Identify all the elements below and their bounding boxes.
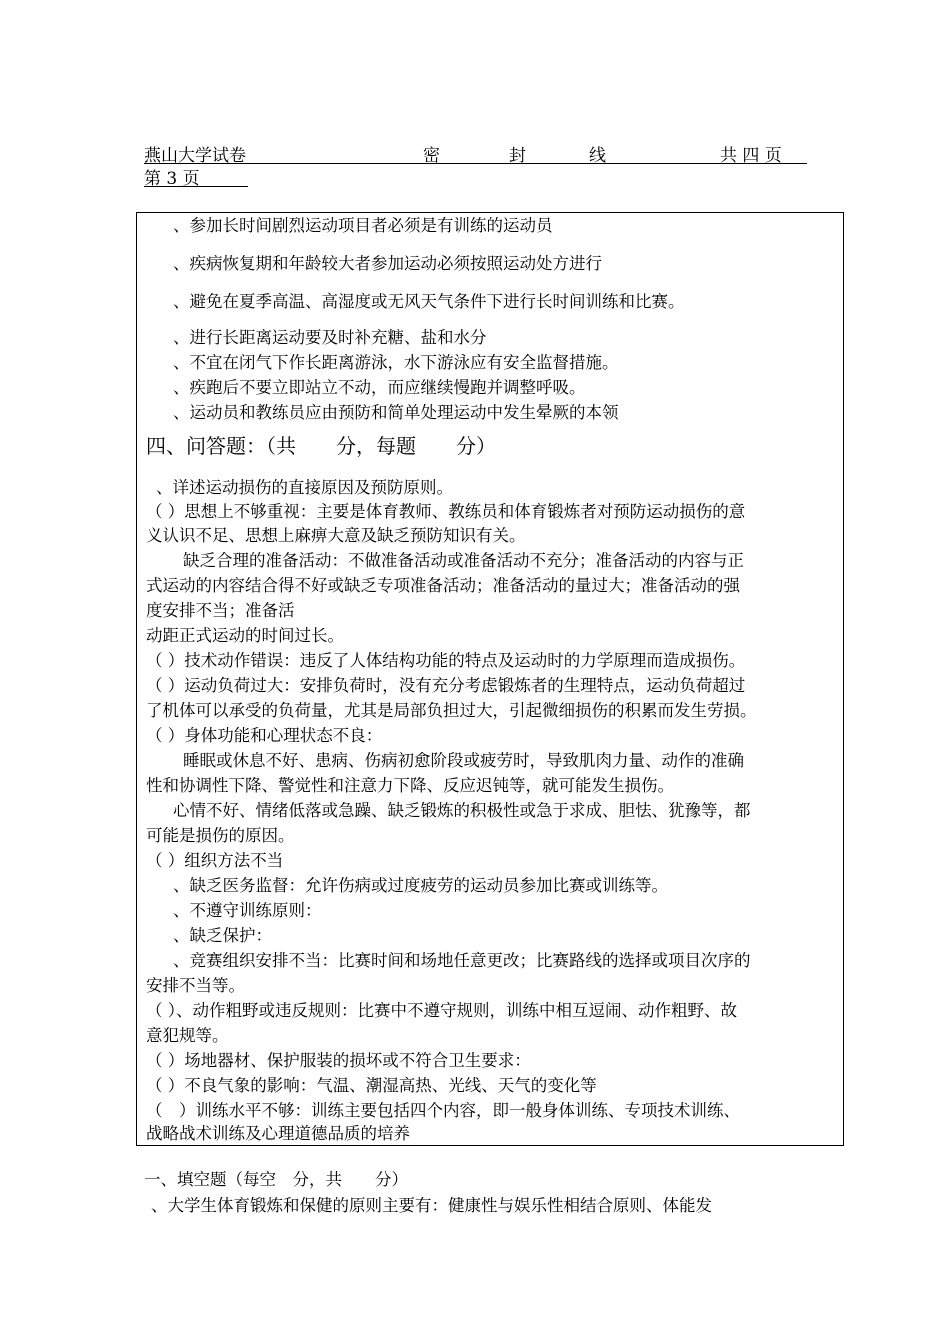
text-line: 战略战术训练及心理道德品质的培养 [146, 1124, 410, 1143]
fill-blank-title: 一、填空题（每空 分，共 分） [144, 1170, 408, 1189]
text-line: 义认识不足、思想上麻痹大意及缺乏预防知识有关。 [146, 526, 526, 545]
text-line: 睡眠或休息不好、患病、伤病初愈阶段或疲劳时，导致肌肉力量、动作的准确 [183, 751, 744, 770]
text-line: 、进行长距离运动要及时补充糖、盐和水分 [173, 328, 487, 347]
text-line: （ ）技术动作错误：违反了人体结构功能的特点及运动时的力学原理而造成损伤。 [146, 651, 746, 670]
text-line: 可能是损伤的原因。 [146, 826, 295, 845]
university-name: 燕山大学试卷 [144, 146, 246, 166]
text-line: （ ）、动作粗野或违反规则：比赛中不遵守规则，训练中相互逗闹、动作粗野、故 [146, 1001, 737, 1020]
page-number: 第 3 页 [144, 164, 248, 187]
text-line: （ ）身体功能和心理状态不良： [146, 726, 383, 745]
text-line: 心情不好、情绪低落或急躁、缺乏锻炼的积极性或急于求成、胆怯、犹豫等，都 [173, 801, 751, 820]
text-line: 、参加长时间剧烈运动项目者必须是有训练的运动员 [173, 216, 553, 235]
seal-mark-1: 密 [423, 146, 440, 166]
text-line: 度安排不当；准备活 [146, 601, 295, 620]
answer-box [136, 212, 844, 1146]
section-title: 四、问答题：（共 分，每题 分） [146, 434, 496, 458]
text-line: （ ）思想上不够重视：主要是体育教师、教练员和体育锻炼者对预防运动损伤的意 [146, 502, 746, 521]
text-line: 安排不当等。 [146, 976, 245, 995]
text-line: 缺乏合理的准备活动：不做准备活动或准备活动不充分；准备活动的内容与正 [183, 551, 744, 570]
text-line: （ ）训练水平不够：训练主要包括四个内容，即一般身体训练、专项技术训练、 [146, 1101, 740, 1120]
text-line: 动距正式运动的时间过长。 [146, 626, 344, 645]
text-line: （ ）运动负荷过大：安排负荷时，没有充分考虑锻炼者的生理特点，运动负荷超过 [146, 676, 746, 695]
exam-header [144, 141, 807, 164]
seal-mark-2: 封 [509, 146, 526, 166]
question-title: 、详述运动损伤的直接原因及预防原则。 [156, 478, 453, 497]
text-line: 、缺乏保护： [173, 926, 272, 945]
text-line: 、疾病恢复期和年龄较大者参加运动必须按照运动处方进行 [173, 254, 602, 273]
text-line: 式运动的内容结合得不好或缺乏专项准备活动；准备活动的量过大；准备活动的强 [146, 576, 740, 595]
text-line: 、运动员和教练员应由预防和简单处理运动中发生晕厥的本领 [173, 403, 619, 422]
text-line: 意犯规等。 [146, 1026, 229, 1045]
text-line: 、缺乏医务监督：允许伤病或过度疲劳的运动员参加比赛或训练等。 [173, 876, 668, 895]
text-line: （ ）组织方法不当 [146, 851, 284, 870]
text-line: 、不宜在闭气下作长距离游泳，水下游泳应有安全监督措施。 [173, 353, 619, 372]
total-pages: 共 四 页 [720, 146, 782, 166]
text-line: 、避免在夏季高温、高湿度或无风天气条件下进行长时间训练和比赛。 [173, 292, 685, 311]
text-line: 了机体可以承受的负荷量，尤其是局部负担过大，引起微细损伤的积累而发生劳损。 [146, 701, 757, 720]
text-line: 、大学生体育锻炼和保健的原则主要有：健康性与娱乐性相结合原则、体能发 [151, 1196, 712, 1215]
text-line: （ ）场地器材、保护服装的损坏或不符合卫生要求： [146, 1051, 531, 1070]
text-line: （ ）不良气象的影响：气温、潮湿高热、光线、天气的变化等 [146, 1076, 597, 1095]
seal-mark-3: 线 [589, 146, 606, 166]
text-line: 、不遵守训练原则： [173, 901, 322, 920]
text-line: 性和协调性下降、警觉性和注意力下降、反应迟钝等，就可能发生损伤。 [146, 776, 674, 795]
text-line: 、疾跑后不要立即站立不动，而应继续慢跑并调整呼吸。 [173, 378, 586, 397]
text-line: 、竞赛组织安排不当：比赛时间和场地任意更改；比赛路线的选择或项目次序的 [173, 951, 751, 970]
